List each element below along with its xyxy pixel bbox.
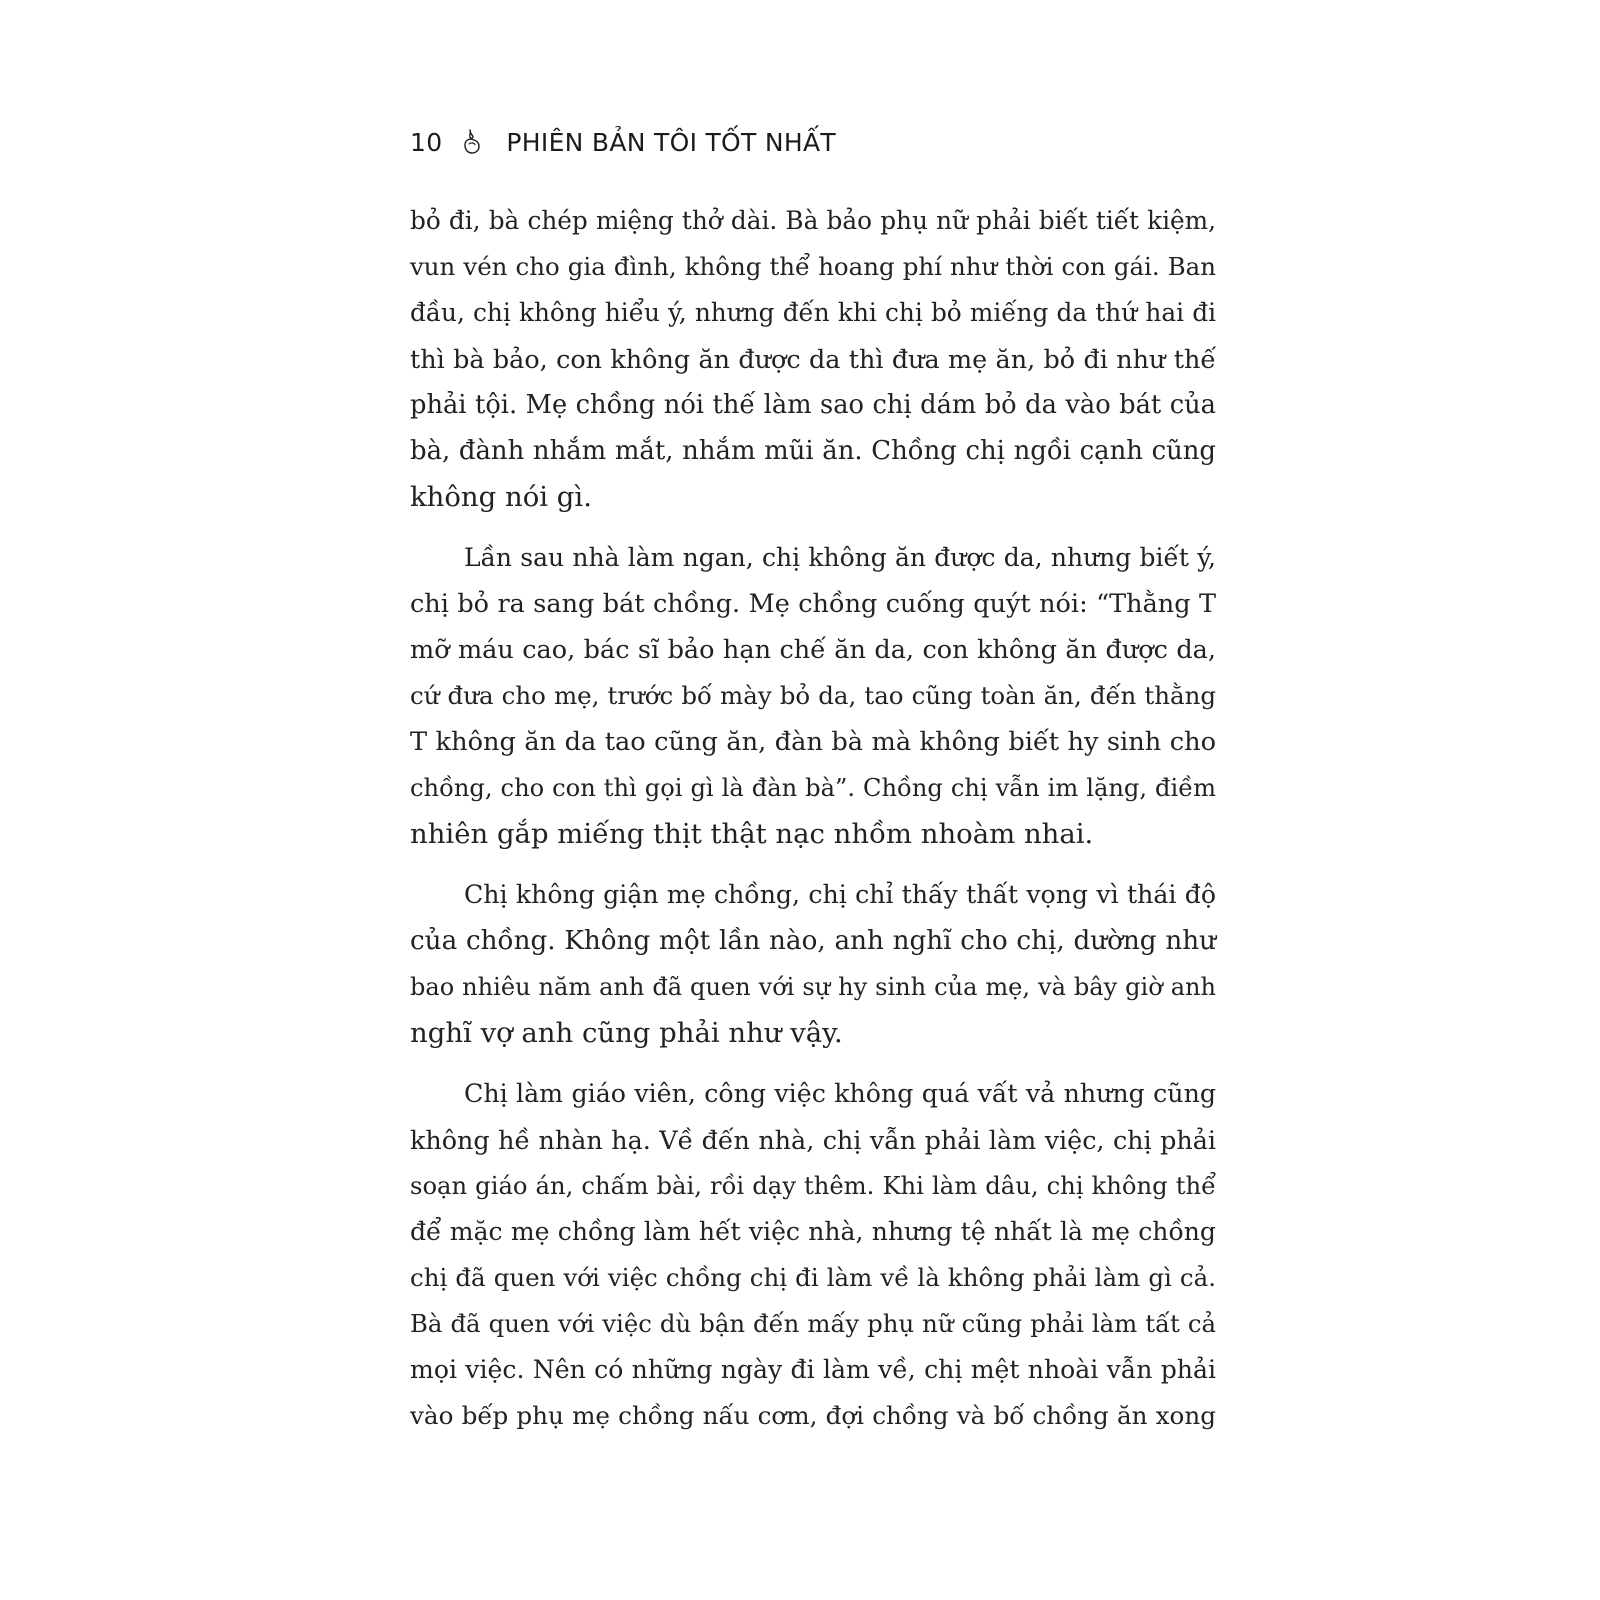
text-line: Chị làm giáo viên, công việc không quá vất vả nhưng cũng — [464, 1079, 1216, 1108]
paragraph — [410, 535, 1216, 857]
text-line: để mặc mẹ chồng làm hết việc nhà, nhưng tệ nhất là mẹ chồng — [410, 1217, 1216, 1246]
text-line: cứ đưa cho mẹ, trước bố mày bỏ da, tao cũng toàn ăn, đến thằng — [410, 681, 1216, 710]
text-line: không nói gì. — [410, 481, 592, 513]
text-line: bao nhiêu năm anh đã quen với sự hy sinh của mẹ, và bây giờ anh — [410, 973, 1216, 1001]
running-header — [410, 122, 836, 162]
text-line: đầu, chị không hiểu ý, nhưng đến khi chị bỏ miếng da thứ hai đi — [410, 298, 1216, 327]
text-line: T không ăn da tao cũng ăn, đàn bà mà không biết hy sinh cho — [410, 727, 1216, 757]
book-title: PHIÊN BẢN TÔI TỐT NHẤT — [506, 127, 836, 157]
paragraph — [410, 198, 1216, 520]
text-line: không hề nhàn hạ. Về đến nhà, chị vẫn phải làm việc, chị phải — [410, 1125, 1216, 1155]
paragraph — [410, 1071, 1216, 1439]
text-line: của chồng. Không một lần nào, anh nghĩ cho chị, dường như — [410, 926, 1216, 956]
page-number: 10 — [410, 127, 443, 157]
text-line: chồng, cho con thì gọi gì là đàn bà”. Chồng chị vẫn im lặng, điềm — [410, 774, 1216, 802]
text-line: soạn giáo án, chấm bài, rồi dạy thêm. Khi làm dâu, chị không thể — [410, 1171, 1216, 1200]
text-line: Bà đã quen với việc dù bận đến mấy phụ nữ cũng phải làm tất cả — [410, 1309, 1216, 1338]
body-text — [410, 198, 1216, 1439]
text-line: Lần sau nhà làm ngan, chị không ăn được da, nhưng biết ý, — [464, 543, 1216, 572]
text-line: mọi việc. Nên có những ngày đi làm về, chị mệt nhoài vẫn phải — [410, 1355, 1216, 1384]
text-line: vào bếp phụ mẹ chồng nấu cơm, đợi chồng và bố chồng ăn xong — [410, 1401, 1216, 1430]
text-line: vun vén cho gia đình, không thể hoang phí như thời con gái. Ban — [410, 252, 1216, 281]
text-line: thì bà bảo, con không ăn được da thì đưa mẹ ăn, bỏ đi như thế — [410, 344, 1216, 374]
text-line: bà, đành nhắm mắt, nhắm mũi ăn. Chồng chị ngồi cạnh cũng — [410, 436, 1216, 466]
book-ornament-icon — [460, 128, 484, 156]
text-line: phải tội. Mẹ chồng nói thế làm sao chị dám bỏ da vào bát của — [410, 390, 1216, 420]
text-line: chị bỏ ra sang bát chồng. Mẹ chồng cuống quýt nói: “Thằng T — [410, 589, 1216, 619]
text-line: nhiên gắp miếng thịt thật nạc nhồm nhoàm nhai. — [410, 818, 1094, 850]
paragraph — [410, 872, 1216, 1056]
text-line: bỏ đi, bà chép miệng thở dài. Bà bảo phụ nữ phải biết tiết kiệm, — [410, 206, 1216, 235]
text-line: nghĩ vợ anh cũng phải như vậy. — [410, 1017, 843, 1049]
text-line: mỡ máu cao, bác sĩ bảo hạn chế ăn da, con không ăn được da, — [410, 635, 1216, 665]
text-line: Chị không giận mẹ chồng, chị chỉ thấy thất vọng vì thái độ — [464, 880, 1216, 909]
text-line: chị đã quen với việc chồng chị đi làm về là không phải làm gì cả. — [410, 1263, 1216, 1292]
